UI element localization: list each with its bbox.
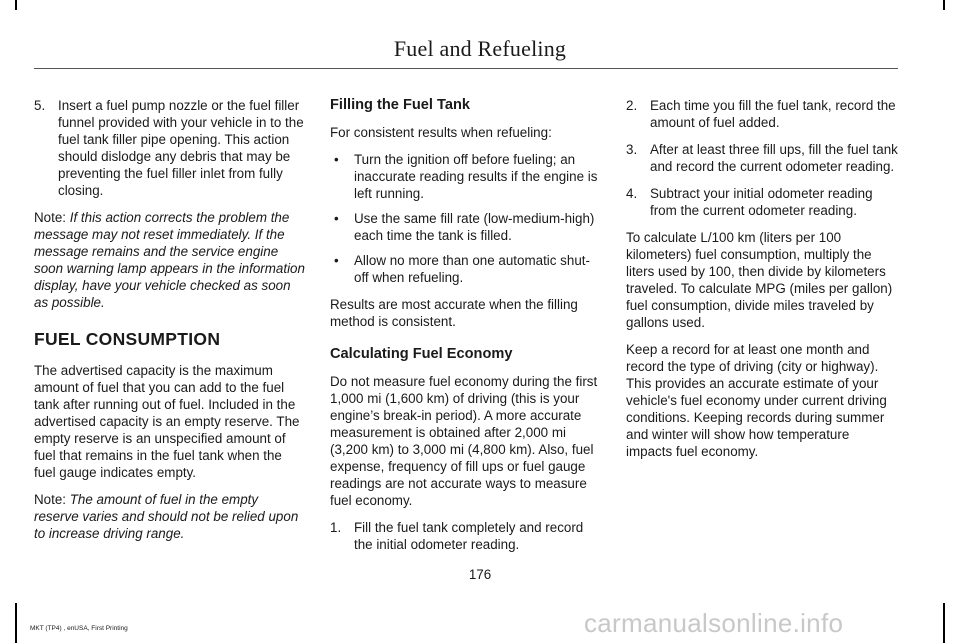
crop-mark-bottom-left xyxy=(15,603,17,643)
step-number: 5. xyxy=(34,98,46,113)
note-text: The amount of fuel in the empty reserve varies and should not be relied upon to increase driving range. xyxy=(34,492,299,541)
header-divider xyxy=(34,68,898,69)
step-text: Fill the fuel tank completely and record the initial odometer reading. xyxy=(354,520,584,552)
note-label: Note: xyxy=(34,210,67,225)
crop-mark-bottom-right xyxy=(943,603,945,643)
paragraph: Results are most accurate when the filling method is consistent. xyxy=(330,297,578,329)
page-header-title: Fuel and Refueling xyxy=(393,36,567,61)
paragraph: To calculate L/100 km (liters per 100 kilometers) fuel consumption, multiply the liters used by 100, then divide by kilometers traveled. To calculate MPG (miles per gallon) fuel consumption, divide miles traveled by gallons used. xyxy=(626,230,893,330)
step-3 xyxy=(626,141,898,175)
step-4 xyxy=(626,185,898,219)
note-1 xyxy=(34,209,306,311)
bullet-icon: • xyxy=(334,211,339,226)
step-number: 2. xyxy=(626,98,638,113)
bullet-icon: • xyxy=(334,253,339,268)
subheading-filling: Filling the Fuel Tank xyxy=(330,97,470,113)
paragraph: Keep a record for at least one month and record the type of driving (city or highway). This provides an accurate estimate of your vehicle's fuel economy under current driving conditions. Keeping records during summer and winter will show how temperature impacts fuel economy. xyxy=(626,342,887,459)
step-2 xyxy=(626,97,898,131)
bullet-text: Use the same fill rate (low-medium-high) each time the tank is filled. xyxy=(354,211,595,243)
step-5 xyxy=(34,97,306,199)
paragraph: Do not measure fuel economy during the first 1,000 mi (1,600 km) of driving (this is your engine’s break-in period). A more accurate measurement is obtained after 2,000 mi (3,200 km) to 3,000 mi (4,800 km). Also, fuel expense, frequency of fill ups or fuel gauge readings are not accurate ways to measure fuel economy. xyxy=(330,374,598,508)
step-number: 4. xyxy=(626,186,638,201)
step-text: Each time you fill the fuel tank, record the amount of fuel added. xyxy=(650,98,896,130)
bullet-item xyxy=(330,210,602,244)
bullet-item xyxy=(330,252,602,286)
printing-info: MKT (TP4) , enUSA, First Printing xyxy=(30,625,128,632)
crop-mark-top-right xyxy=(943,0,945,10)
step-text: After at least three fill ups, fill the fuel tank and record the current odometer reading. xyxy=(650,142,898,174)
page-number: 176 xyxy=(468,567,492,582)
crop-mark-top-left xyxy=(15,0,17,10)
paragraph: For consistent results when refueling: xyxy=(330,125,552,140)
section-heading: FUEL CONSUMPTION xyxy=(34,329,221,349)
step-number: 1. xyxy=(330,520,342,535)
column-1 xyxy=(34,97,306,552)
step-number: 3. xyxy=(626,142,638,157)
watermark: carmanualsonline.info xyxy=(584,608,844,638)
bullet-item xyxy=(330,151,602,202)
column-3 xyxy=(626,97,898,470)
step-text: Subtract your initial odometer reading from the current odometer reading. xyxy=(650,186,873,218)
subheading-calculating: Calculating Fuel Economy xyxy=(330,346,513,362)
column-2 xyxy=(330,97,602,563)
step-text: Insert a fuel pump nozzle or the fuel filler funnel provided with your vehicle in to the fuel tank filler pipe opening. This action should dislodge any debris that may be preventing the fuel filler inlet from fully closing. xyxy=(58,98,304,198)
paragraph: The advertised capacity is the maximum amount of fuel that you can add to the fuel tank after running out of fuel. Included in the advertised capacity is an empty reserve. The empty reserve is an unspecified amount of fuel that remains in the fuel tank when the fuel gauge indicates empty. xyxy=(34,363,300,480)
bullet-text: Allow no more than one automatic shut-off when refueling. xyxy=(354,253,590,285)
note-label: Note: xyxy=(34,492,67,507)
note-2 xyxy=(34,491,306,542)
bullet-text: Turn the ignition off before fueling; an inaccurate reading results if the engine is left running. xyxy=(354,152,598,201)
note-text: If this action corrects the problem the message may not reset immediately. If the message remains and the service engine soon warning lamp appears in the information display, have your vehicle checked as soon as possible. xyxy=(34,210,305,310)
bullet-icon: • xyxy=(334,152,339,167)
step-1 xyxy=(330,519,602,553)
